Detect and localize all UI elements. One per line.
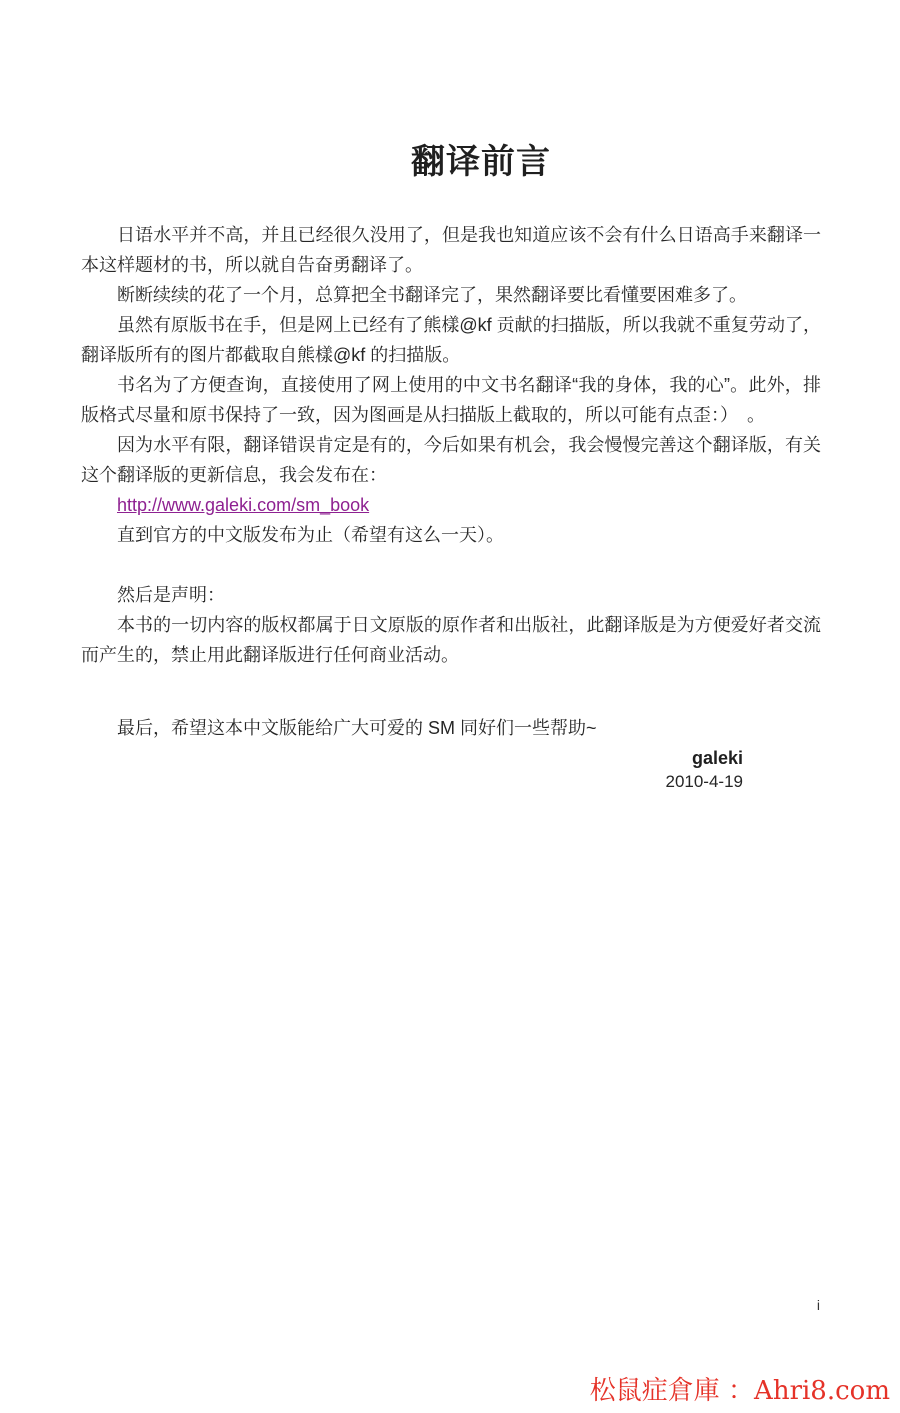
body-paragraph-copyright: 本书的一切内容的版权都属于日文原版的原作者和出版社，此翻译版是为方便爱好者交流而产生的，禁止用此翻译版进行任何商业活动。	[81, 615, 821, 665]
signature-date: 2010-4-19	[665, 772, 743, 791]
signature-name: galeki	[691, 748, 743, 768]
body-paragraph-updates: 因为水平有限，翻译错误肯定是有的，今后如果有机会，我会慢慢完善这个翻译版，有关这个翻译版的更新信息，我会发布在：	[81, 435, 821, 485]
document-body	[0, 220, 900, 793]
page-title: 翻译前言	[411, 143, 551, 181]
signature-block	[81, 746, 821, 793]
update-url-link[interactable]: http://www.galeki.com/sm_book	[117, 495, 370, 515]
body-paragraph-duration: 断断续续的花了一个月，总算把全书翻译完了，果然翻译要比看懂要困难多了。	[117, 285, 747, 305]
site-watermark: 松鼠症倉庫 ：Ahri8.com	[589, 1376, 890, 1406]
body-paragraph-scans: 虽然有原版书在手，但是网上已经有了熊樣@kf 贡献的扫描版，所以我就不重复劳动了，翻译版所有的图片都截取自熊樣@kf 的扫描版。	[81, 315, 821, 365]
body-paragraph-book-title: 书名为了方便查询，直接使用了网上使用的中文书名翻译“我的身体，我的心”。此外，排版格式尽量和原书保持了一致，因为图画是从扫描版上截取的，所以可能有点歪：） 。	[81, 375, 821, 425]
link-line	[81, 490, 821, 520]
body-paragraph-closing: 最后，希望这本中文版能给广大可爱的 SM 同好们一些帮助~	[117, 718, 597, 738]
body-paragraph-intro: 日语水平并不高，并且已经很久没用了，但是我也知道应该不会有什么日语高手来翻译一本这样题材的书，所以就自告奋勇翻译了。	[81, 225, 821, 275]
page-number: i	[816, 1297, 820, 1313]
body-paragraph-declaration-head: 然后是声明：	[117, 585, 225, 605]
body-paragraph-until-official: 直到官方的中文版发布为止（希望有这么一天）。	[117, 525, 504, 545]
document-page	[0, 140, 900, 1413]
